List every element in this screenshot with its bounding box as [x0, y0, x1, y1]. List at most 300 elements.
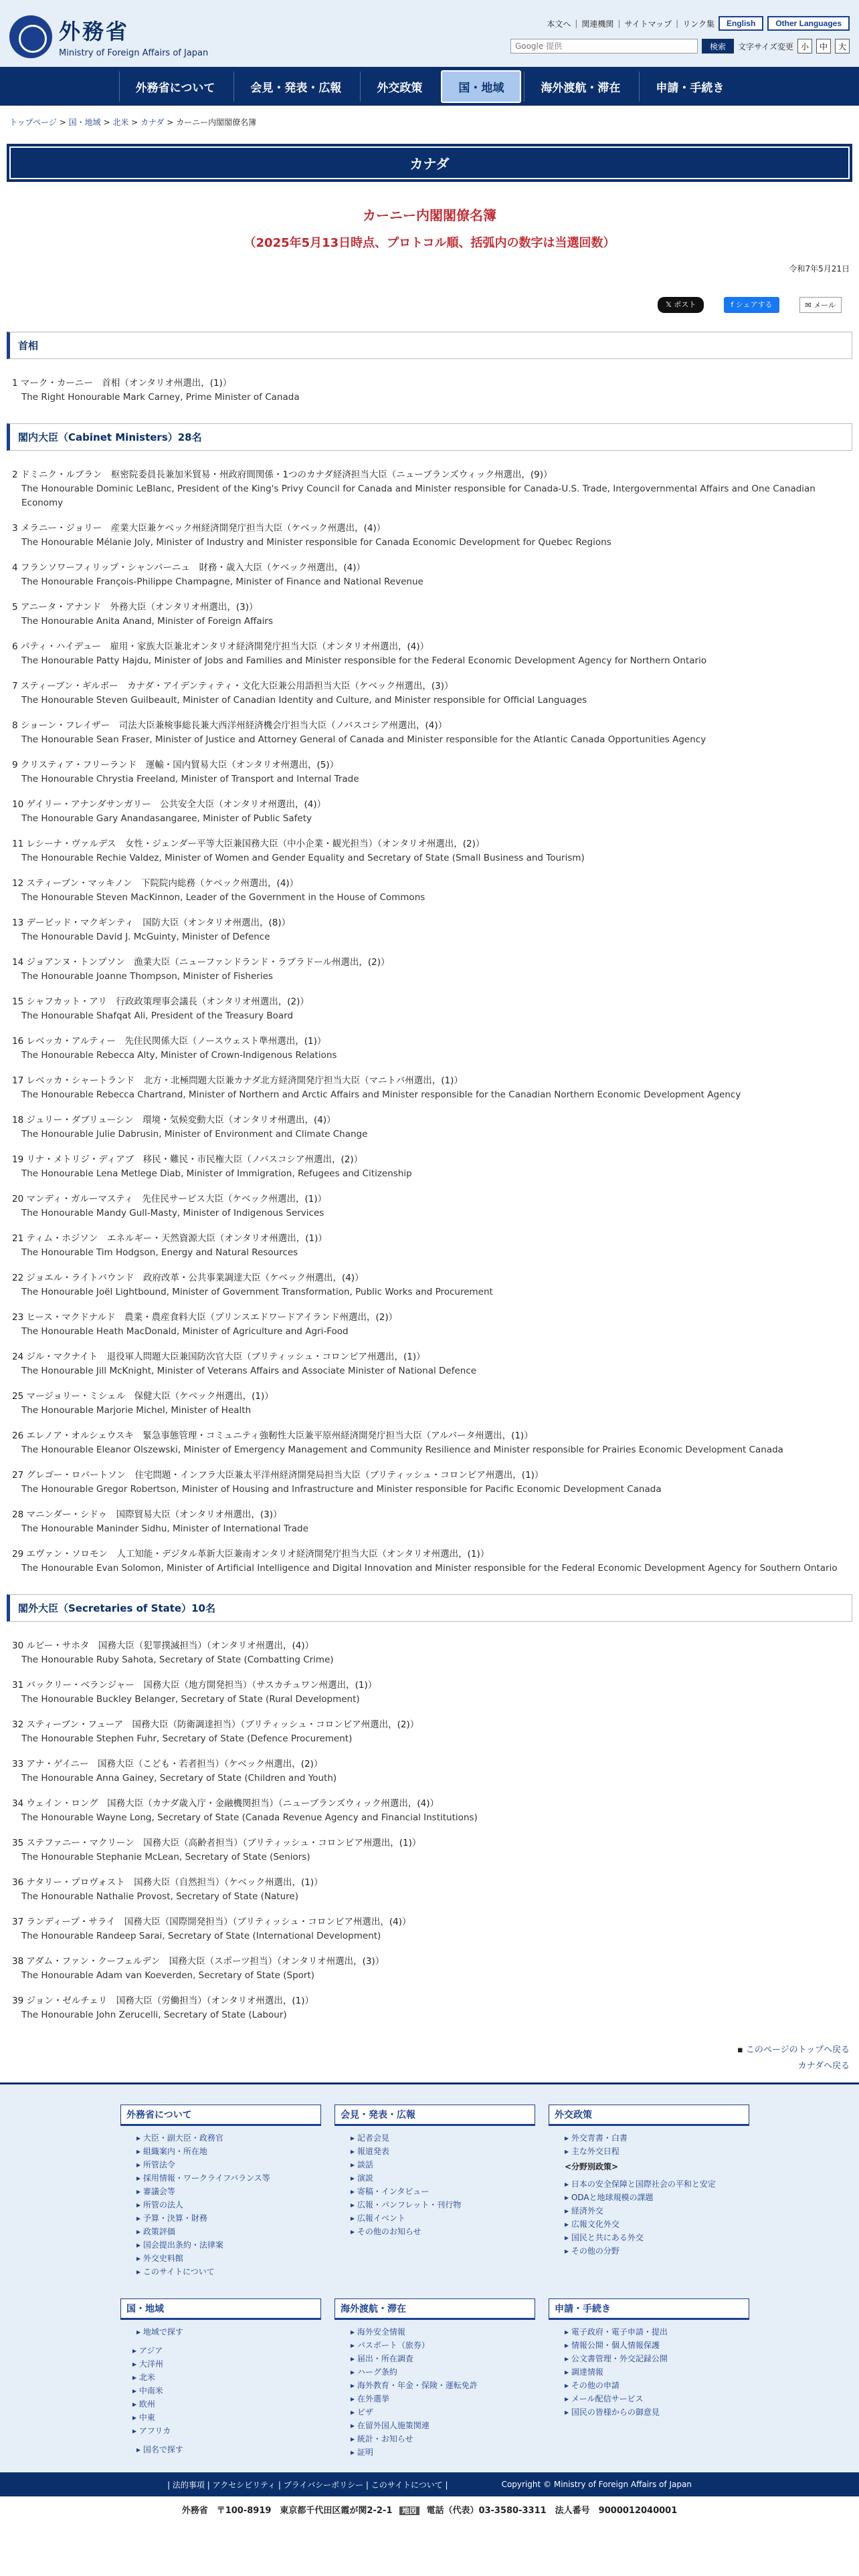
member-item [12, 1639, 847, 1667]
footer-link[interactable]: 経済外交 [571, 2206, 603, 2216]
footer-bar [0, 2472, 859, 2496]
member-en: The Honourable Lena Metlege Diab, Minister of Immigration, Refugees and Citizenship [21, 1168, 412, 1179]
member-en: The Honourable Heath MacDonald, Minister of Agriculture and Agri-Food [21, 1326, 349, 1337]
footer-link[interactable]: 国民と共にある外交 [571, 2233, 644, 2242]
member-item [12, 1797, 847, 1825]
member-jp: 13 デービッド・マクギンティ 国防大臣（オンタリオ州選出，(8)） [12, 918, 291, 928]
footer-link[interactable]: このサイトについて [142, 2267, 215, 2276]
footer-list-item [132, 2397, 321, 2411]
footer-grid [120, 2105, 859, 2459]
footer-list-item [351, 2339, 535, 2352]
search-button[interactable]: 検索 [702, 39, 734, 53]
footer-link[interactable]: 広報・パンフレット・刊行物 [357, 2200, 462, 2210]
nav-press[interactable]: 会見・発表・広報 [233, 72, 357, 102]
footer-link[interactable]: 組織案内・所在地 [142, 2147, 207, 2156]
util-link-sitemap[interactable]: サイトマップ [624, 19, 672, 29]
footer-link[interactable]: アフリカ [138, 2426, 171, 2436]
member-item [12, 719, 847, 747]
footer-link[interactable]: その他のお知らせ [357, 2227, 421, 2236]
member-en: The Honourable Joanne Thompson, Minister of Fisheries [21, 971, 273, 982]
member-item [12, 837, 847, 865]
member-list [12, 377, 847, 405]
member-item [12, 1757, 847, 1786]
member-jp: 2 ドミニク・ルブラン 枢密院委員長兼加米貿易・州政府間関係・1つのカナダ経済担当大臣（ニューブランズウィック州選出，(9)） [12, 469, 553, 480]
member-item [12, 1113, 847, 1142]
footer-list-item [565, 2325, 749, 2339]
member-item [12, 1074, 847, 1102]
member-jp: 21 ティム・ホジソン エネルギー・天然資源大臣（オンタリオ州選出，(1)） [12, 1233, 327, 1244]
section-heading: 首相 [7, 332, 852, 359]
footer-list-item [351, 2185, 535, 2198]
footer-list-item [136, 2252, 321, 2265]
footer-column [549, 2298, 749, 2459]
member-jp: 18 ジュリー・ダブリューシン 環境・気候変動大臣（オンタリオ州選出，(4)） [12, 1115, 336, 1125]
member-item [12, 1876, 847, 1904]
footer-list-item [351, 2352, 535, 2365]
footer-link[interactable]: アジア [138, 2346, 163, 2355]
footer-list-item [351, 2419, 535, 2432]
member-item [12, 601, 847, 629]
footer-link[interactable]: 届出・所在調査 [357, 2354, 413, 2363]
member-item [12, 1836, 847, 1864]
footer-column-heading[interactable]: 国・地域 [120, 2298, 321, 2320]
member-en: The Honourable Mandy Gull-Masty, Minister of Indigenous Services [21, 1208, 324, 1218]
member-jp: 20 マンディ・ガルーマスティ 先住民サービス大臣（ケベック州選出，(1)） [12, 1194, 327, 1204]
nav-procedures[interactable]: 申請・手続き [639, 72, 740, 102]
member-item [12, 679, 847, 708]
footer-list-item [565, 2218, 749, 2231]
member-jp: 23 ヒース・マクドナルド 農業・農産食料大臣（プリンスエドワードアイランド州選出，(2)） [12, 1312, 398, 1323]
member-en: The Honourable Evan Solomon, Minister of Artificial Intelligence and Digital Innovation and Minister responsible for the Federal Economic Development Agency for Southern Ontario [21, 1563, 838, 1574]
footer-column-heading[interactable]: 外交政策 [549, 2105, 749, 2126]
footer-link[interactable]: 地域で探す [142, 2327, 183, 2337]
member-jp: 27 グレゴー・ロバートソン 住宅問題・インフラ大臣兼太平洋州経済開発局担当大臣（ブリティッシュ・コロンビア州選出，(1)） [12, 1470, 544, 1481]
member-item [12, 377, 847, 405]
font-size-medium-button[interactable]: 中 [816, 39, 831, 53]
member-jp: 24 ジル・マクナイト 退役軍人問題大臣兼国防次官大臣（ブリティッシュ・コロンビア州選出，(1)） [12, 1352, 425, 1362]
footer-list-item [351, 2405, 535, 2419]
footer-link[interactable]: 在留外国人施策関連 [357, 2421, 430, 2430]
member-jp: 35 ステファニー・マクリーン 国務大臣（高齢者担当）（ブリティッシュ・コロンビア州選出，(1)） [12, 1838, 421, 1848]
footer-column-heading[interactable]: 申請・手続き [549, 2298, 749, 2320]
region-title: カナダ [9, 146, 850, 179]
footer-list-item [136, 2185, 321, 2198]
footer-list-item [136, 2225, 321, 2238]
member-item [12, 1311, 847, 1339]
footer-list-item [565, 2145, 749, 2158]
member-jp: 4 フランソワーフィリップ・シャンパーニュ 財務・歳入大臣（ケベック州選出，(4)） [12, 562, 365, 573]
footer-link[interactable]: 採用情報・ワークライフバランス等 [142, 2173, 270, 2183]
other-languages-button[interactable]: Other Languages [767, 16, 850, 31]
footer-list-item [351, 2392, 535, 2405]
footer-list-item [136, 2212, 321, 2225]
footer-list-item [351, 2325, 535, 2339]
search-bar [510, 39, 850, 53]
footer-link-list [120, 2438, 321, 2456]
footer-list-item [136, 2158, 321, 2171]
member-jp: 6 パティ・ハイデュー 雇用・家族大臣兼北オンタリオ経済開発庁担当大臣（オンタリオ州選出，(4)） [12, 641, 430, 652]
member-item [12, 1429, 847, 1457]
footer-list-item [565, 2392, 749, 2405]
footer-link[interactable]: 報道発表 [357, 2147, 389, 2156]
footer-link[interactable]: 電子政府・電子申請・提出 [571, 2327, 668, 2337]
footer-list-item [351, 2158, 535, 2171]
footer-link[interactable]: 中東 [138, 2413, 155, 2422]
footer-list-item [565, 2231, 749, 2244]
member-en: The Honourable Chrystia Freeland, Minister of Transport and Internal Trade [21, 774, 359, 784]
member-jp: 12 スティーブン・マッキノン 下院院内総務（ケベック州選出，(4)） [12, 878, 299, 889]
member-jp: 39 ジョン・ゼルチェリ 国務大臣（労働担当）（オンタリオ州選出，(1)） [12, 1996, 314, 2006]
footer-list-item [351, 2446, 535, 2459]
footer-link[interactable]: 広報イベント [357, 2214, 405, 2223]
nav-policy[interactable]: 外交政策 [360, 72, 438, 102]
member-en: The Honourable Eleanor Olszewski, Minister of Emergency Management and Community Resilience and Minister responsible for Prairies Economic Development Canada [21, 1444, 783, 1455]
footer-list-item [565, 2352, 749, 2365]
footer-link[interactable]: 国名で探す [142, 2445, 183, 2454]
footer-column [120, 2105, 321, 2278]
breadcrumb: トップページ > 国・地域 > 北米 > カナダ > カーニー内閣閣僚名簿 [9, 118, 257, 127]
nav-travel[interactable]: 海外渡航・滞在 [524, 72, 636, 102]
footer-list-item [565, 2339, 749, 2352]
address-text: 外務省 〒100-8919 東京都千代田区霞が関2-2-1 [181, 2506, 393, 2516]
footer-list-item [565, 2177, 749, 2191]
member-item [12, 1469, 847, 1497]
footer-link-list [120, 2126, 321, 2278]
member-jp: 26 エレノア・オルシェウスキ 緊急事態管理・コミュニティ強靭性大臣兼平原州経済開発庁担当大臣（アルバータ州選出，(1)） [12, 1430, 533, 1441]
copyright: Copyright © Ministry of Foreign Affairs of Japan [501, 2480, 692, 2489]
footer-list-item [351, 2432, 535, 2446]
footer-list-item [351, 2131, 535, 2145]
member-en: The Honourable Stephen Fuhr, Secretary of State (Defence Procurement) [21, 1733, 353, 1744]
member-item [12, 995, 847, 1023]
footer-column-heading[interactable]: 外務省について [120, 2105, 321, 2126]
nav-regions[interactable]: 国・地域 [441, 70, 521, 103]
footer-list-item [565, 2191, 749, 2204]
page-top-link[interactable]: このページのトップへ戻る [745, 2045, 850, 2055]
logo-subtitle: Ministry of Foreign Affairs of Japan [59, 48, 209, 58]
footer-list-item [351, 2198, 535, 2212]
member-item [12, 1232, 847, 1260]
member-item [12, 1035, 847, 1063]
member-list [12, 468, 847, 1576]
footer-link[interactable]: ODAと地球規模の課題 [571, 2193, 654, 2202]
footer-column [549, 2105, 749, 2278]
member-en: The Honourable Shafqat Ali, President of the Treasury Board [21, 1010, 294, 1021]
member-jp: 10 ゲイリー・アナンダサンガリー 公共安全大臣（オンタリオ州選出，(4)） [12, 799, 326, 810]
member-jp: 14 ジョアンヌ・トンプソン 漁業大臣（ニューファンドランド・ラブラドール州選出，(2)） [12, 957, 390, 968]
member-jp: 15 シャフカット・アリ 行政政策理事会議長（オンタリオ州選出，(2)） [12, 996, 309, 1007]
section-heading: 閣外大臣（Secretaries of State）10名 [7, 1594, 852, 1622]
footer-link-list [120, 2320, 321, 2339]
footer-list-item [136, 2131, 321, 2145]
member-en: The Honourable François-Philippe Champagne, Minister of Finance and National Revenue [21, 576, 423, 587]
footer-column [120, 2298, 321, 2459]
x-post-label: ポスト [674, 300, 696, 309]
footer-link[interactable]: 海外安全情報 [357, 2327, 405, 2337]
member-jp: 36 ナタリー・プロヴォスト 国務大臣（自然担当）（ケベック州選出，(1)） [12, 1877, 323, 1888]
footer-list-item [136, 2145, 321, 2158]
nav-about[interactable]: 外務省について [119, 72, 231, 102]
footer-list-item [351, 2171, 535, 2185]
member-item [12, 1271, 847, 1299]
footer-link[interactable]: 大洋州 [138, 2359, 163, 2369]
phone-text: 電話（代表）03-3580-3311 法人番号 9000012040001 [426, 2506, 678, 2516]
utility-links [547, 16, 850, 31]
member-item [12, 561, 847, 589]
footer-link[interactable]: 談話 [357, 2160, 373, 2169]
footer-list-item [136, 2443, 321, 2456]
member-jp: 3 メラニー・ジョリー 産業大臣兼ケベック州経済開発庁担当大臣（ケベック州選出，(4)） [12, 523, 386, 534]
mofa-emblem-icon [9, 15, 52, 58]
map-link[interactable]: 地図 [399, 2506, 419, 2515]
member-item [12, 468, 847, 510]
util-separator: | [676, 19, 679, 28]
member-item [12, 1915, 847, 1943]
footer-link[interactable]: 演説 [357, 2173, 373, 2183]
member-jp: 8 ショーン・フレイザー 司法大臣兼検事総長兼大西洋州経済機会庁担当大臣（ノバスコシア州選出，(4)） [12, 720, 448, 731]
util-link-skip[interactable]: 本文へ [547, 19, 571, 29]
footer-link-list [120, 2339, 321, 2438]
member-item [12, 877, 847, 905]
footer-list-item [351, 2212, 535, 2225]
member-item [12, 522, 847, 550]
member-jp: 16 レベッカ・アルティー 先住民関係大臣（ノースウェスト準州選出，(1)） [12, 1036, 326, 1047]
footer-link[interactable]: ハーグ条約 [357, 2367, 397, 2377]
page-title: カーニー内閣閣僚名簿 [363, 207, 496, 223]
member-en: The Honourable Patty Hajdu, Minister of Jobs and Families and Minister responsible for the Federal Economic Development Agency for Northern Ontario [21, 655, 707, 666]
member-item [12, 1153, 847, 1181]
breadcrumb-top[interactable]: トップページ [9, 118, 57, 127]
footer-list-item [565, 2204, 749, 2218]
footer-link[interactable]: 在外選挙 [357, 2394, 389, 2403]
global-nav [0, 67, 859, 106]
member-en: The Honourable Anna Gainey, Secretary of State (Children and Youth) [21, 1773, 337, 1784]
member-en: The Honourable Stephanie McLean, Secretary of State (Seniors) [21, 1852, 310, 1862]
logo-title: 外務省 [59, 19, 130, 44]
footer-link[interactable]: 予算・決算・財務 [142, 2214, 207, 2223]
footer-link[interactable]: 所管法令 [142, 2160, 175, 2169]
member-item [12, 1718, 847, 1746]
member-jp: 28 マニンダー・シドゥ 国際貿易大臣（オンタリオ州選出，(3)） [12, 1509, 282, 1520]
member-item [12, 1390, 847, 1418]
member-en: The Honourable Wayne Long, Secretary of State (Canada Revenue Agency and Financial Institutions) [21, 1812, 478, 1823]
member-jp: 1 マーク・カーニー 首相（オンタリオ州選出，(1)） [12, 378, 232, 389]
footer-link[interactable]: 広報文化外交 [571, 2220, 619, 2229]
footer-list-item [351, 2225, 535, 2238]
footer-link[interactable]: 統計・お知らせ [357, 2434, 413, 2444]
footer-link-list [549, 2320, 749, 2419]
member-sections [0, 332, 859, 2022]
font-size-large-button[interactable]: 大 [835, 39, 850, 53]
footer-link[interactable]: 政策評価 [142, 2227, 175, 2236]
breadcrumb-current: カーニー内閣閣僚名簿 [176, 118, 257, 127]
member-en: The Honourable Ruby Sahota, Secretary of State (Combatting Crime) [21, 1654, 334, 1665]
member-en: The Honourable Gary Anandasangaree, Minister of Public Safety [21, 813, 312, 824]
publish-date: 令和7年5月21日 [789, 264, 850, 274]
footer-list-item [565, 2244, 749, 2258]
member-en: The Honourable Rechie Valdez, Minister of Women and Gender Equality and Secretary of State (Small Business and Tourism) [21, 853, 585, 863]
footer-list-item [136, 2325, 321, 2339]
member-jp: 38 アダム・ファン・クーフェルデン 国務大臣（スポーツ担当）（オンタリオ州選出，(3)） [12, 1956, 385, 1967]
member-en: The Honourable Rebecca Chartrand, Minister of Northern and Arctic Affairs and Minister responsible for the Canadian Northern Economic Development Agency [21, 1089, 741, 1100]
member-jp: 19 リナ・メトリジ・ディアブ 移民・難民・市民権大臣（ノバスコシア州選出，(2)） [12, 1154, 363, 1165]
footer-link[interactable]: 国民の皆様からの御意見 [571, 2407, 660, 2417]
member-jp: 33 アナ・ゲイニー 国務大臣（こども・若者担当）（ケベック州選出，(2)） [12, 1759, 323, 1769]
footer-link[interactable]: メール配信サービス [571, 2394, 644, 2403]
section-heading: 閣内大臣（Cabinet Ministers）28名 [7, 423, 852, 451]
footer-link[interactable]: 証明 [357, 2448, 373, 2457]
footer-list-item [132, 2384, 321, 2397]
member-en: The Honourable David J. McGuinty, Minister of Defence [21, 932, 270, 942]
english-button[interactable]: English [719, 16, 763, 31]
footer-column [335, 2298, 535, 2459]
footer-link-list [335, 2320, 535, 2459]
footer-list-item [351, 2365, 535, 2379]
member-jp: 9 クリスティア・フリーランド 運輸・国内貿易大臣（オンタリオ州選出，(5)） [12, 760, 339, 770]
member-jp: 11 レシーナ・ヴァルデス 女性・ジェンダー平等大臣兼国務大臣（中小企業・観光担当）（オンタリオ州選出，(2)） [12, 839, 485, 849]
util-link-related[interactable]: 関連機関 [581, 19, 614, 29]
footer-link[interactable]: 北米 [138, 2373, 155, 2382]
x-post-button[interactable]: 𝕏 ポスト [658, 297, 704, 313]
member-list [12, 1639, 847, 2022]
facebook-share-button[interactable]: f シェアする [724, 297, 779, 313]
mail-share-button[interactable]: ✉ メール [799, 297, 842, 313]
footer-link[interactable]: 海外教育・年金・保険・運転免許 [357, 2381, 478, 2390]
member-en: The Honourable Randeep Sarai, Secretary of State (International Development) [21, 1931, 381, 1941]
footer-link[interactable]: 調達情報 [571, 2367, 603, 2377]
member-en: The Honourable Mélanie Joly, Minister of Industry and Minister responsible for Canada Economic Development for Quebec Regions [21, 537, 611, 548]
member-en: The Honourable Buckley Belanger, Secretary of State (Rural Development) [21, 1694, 360, 1705]
footer-link[interactable]: 日本の安全保障と国際社会の平和と安定 [571, 2179, 716, 2189]
footer-link[interactable]: 記者会見 [357, 2133, 389, 2143]
member-item [12, 1192, 847, 1220]
facebook-share-label: シェアする [735, 300, 773, 309]
member-jp: 25 マージョリー・ミシェル 保健大臣（ケベック州選出，(1)） [12, 1391, 274, 1402]
footer-link-list [549, 2172, 749, 2258]
footer-link[interactable]: その他の申請 [571, 2381, 619, 2390]
member-en: The Honourable Joël Lightbound, Minister of Government Transformation, Public Works and Procurement [21, 1287, 493, 1297]
footer-list-item [565, 2379, 749, 2392]
footer-link[interactable]: ビザ [357, 2407, 373, 2417]
footer-link[interactable]: 公文書管理・外交記録公開 [571, 2354, 668, 2363]
footer-list-item [136, 2238, 321, 2252]
footer-link[interactable]: 大臣・副大臣・政務官 [142, 2133, 223, 2143]
breadcrumb-canada[interactable]: カナダ [140, 118, 165, 127]
member-en: The Honourable Nathalie Provost, Secretary of State (Nature) [21, 1891, 298, 1902]
footer-list-item [132, 2344, 321, 2357]
member-jp: 29 エヴァン・ソロモン 人工知能・デジタル革新大臣兼南オンタリオ経済開発庁担当大臣（オンタリオ州選出，(1)） [12, 1549, 490, 1560]
footer-link-list [335, 2126, 535, 2238]
site-header [0, 0, 859, 67]
footer-link[interactable]: 主な外交日程 [571, 2147, 619, 2156]
footer-link[interactable]: 外交史料館 [142, 2254, 183, 2263]
site-logo[interactable] [9, 15, 208, 58]
util-separator: | [575, 19, 578, 28]
footer-list-item [351, 2379, 535, 2392]
footer-sublabel: <分野別政策> [565, 2162, 619, 2171]
footer-list-item [136, 2265, 321, 2278]
member-jp: 5 アニータ・アナンド 外務大臣（オンタリオ州選出，(3)） [12, 602, 258, 613]
member-item [12, 916, 847, 944]
footer-link[interactable]: 国会提出条約・法律案 [142, 2240, 223, 2250]
region-banner [7, 144, 852, 182]
util-separator: | [617, 19, 621, 28]
member-jp: 34 ウェイン・ロング 国務大臣（カナダ歳入庁・金融機関担当）（ニューブランズウィック州選出，(4)） [12, 1798, 439, 1809]
share-buttons [0, 297, 859, 313]
member-en: The Honourable Steven MacKinnon, Leader of the Government in the House of Commons [21, 892, 425, 903]
util-link-links[interactable]: リンク集 [682, 19, 714, 29]
member-en: The Honourable Maninder Sidhu, Minister of International Trade [21, 1523, 308, 1534]
member-jp: 37 ランディープ・サライ 国務大臣（国際開発担当）（ブリティッシュ・コロンビア州選出，(4)） [12, 1917, 411, 1927]
footer-link[interactable]: その他の分野 [571, 2246, 619, 2256]
footer-sitemap [0, 2082, 859, 2472]
member-en: The Honourable Rebecca Alty, Minister of Crown-Indigenous Relations [21, 1050, 337, 1061]
footer-link[interactable]: 所管の法人 [142, 2200, 183, 2210]
member-en: The Right Honourable Mark Carney, Prime Minister of Canada [21, 392, 300, 403]
member-item [12, 798, 847, 826]
footer-link[interactable]: 欧州 [138, 2399, 155, 2409]
member-en: The Honourable Anita Anand, Minister of Foreign Affairs [21, 616, 273, 627]
member-item [12, 640, 847, 668]
footer-column-heading[interactable]: 会見・発表・広報 [335, 2105, 535, 2126]
back-to-canada-link[interactable]: カナダへ戻る [797, 2061, 850, 2071]
mail-share-label: メール [814, 301, 836, 310]
footer-link[interactable]: 審議会等 [142, 2187, 175, 2196]
footer-address [0, 2496, 859, 2529]
page-subtitle: （2025年5月13日時点、プロトコル順、括弧内の数字は当選回数） [244, 236, 615, 250]
footer-list-item [132, 2357, 321, 2371]
member-item [12, 1350, 847, 1378]
footer-link[interactable]: 中南米 [138, 2386, 163, 2395]
member-en: The Honourable Steven Guilbeault, Minister of Canadian Identity and Culture, and Minister responsible for Official Languages [21, 695, 587, 706]
member-en: The Honourable Gregor Robertson, Minister of Housing and Infrastructure and Minister responsible for Pacific Economic Development Canada [21, 1484, 662, 1495]
footer-link[interactable]: パスポート（旅券） [357, 2341, 430, 2350]
footer-link[interactable]: 情報公開・個人情報保護 [571, 2341, 660, 2350]
footer-list-item [132, 2424, 321, 2438]
search-input[interactable] [510, 39, 698, 53]
footer-list-item [132, 2411, 321, 2424]
member-en: The Honourable Dominic LeBlanc, President of the King's Privy Council for Canada and Minister responsible for Canada-U.S. Trade, Intergovernmental Affairs and One Canadian Economy [21, 484, 816, 508]
footer-column-heading[interactable]: 海外渡航・滞在 [335, 2298, 535, 2320]
member-jp: 22 ジョエル・ライトバウンド 政府改革・公共事業調達大臣（ケベック州選出，(4)） [12, 1273, 364, 1283]
member-item [12, 758, 847, 786]
font-size-small-button[interactable]: 小 [797, 39, 812, 53]
member-jp: 31 バックリー・ベランジャー 国務大臣（地方開発担当）（サスカチュワン州選出，(1)） [12, 1680, 377, 1691]
member-item [12, 1547, 847, 1576]
member-en: The Honourable Julie Dabrusin, Minister of Environment and Climate Change [21, 1129, 368, 1140]
footer-list-item [565, 2365, 749, 2379]
member-en: The Honourable John Zerucelli, Secretary of State (Labour) [21, 2010, 287, 2020]
footer-link[interactable]: 外交青書・白書 [571, 2133, 628, 2143]
footer-list-item [132, 2371, 321, 2384]
member-en: The Honourable Adam van Koeverden, Secretary of State (Sport) [21, 1970, 315, 1981]
member-jp: 32 スティーブン・フューア 国務大臣（防衛調達担当）（ブリティッシュ・コロンビア州選出，(2)） [12, 1719, 419, 1730]
footer-list-item [351, 2145, 535, 2158]
footer-list-item [136, 2171, 321, 2185]
member-jp: 7 スティーブン・ギルボー カナダ・アイデンティティ・文化大臣兼公用語担当大臣（ケベック州選出，(3)） [12, 681, 454, 691]
breadcrumb-north-america[interactable]: 北米 [112, 118, 129, 127]
page-top-links: ▪ このページのトップへ戻る カナダへ戻る [737, 2045, 850, 2071]
footer-link[interactable]: 寄稿・インタビュー [357, 2187, 430, 2196]
breadcrumb-regions[interactable]: 国・地域 [68, 118, 101, 127]
member-item [12, 1994, 847, 2022]
member-jp: 30 ルビー・サホタ 国務大臣（犯罪撲滅担当）（オンタリオ州選出，(4)） [12, 1640, 314, 1651]
footer-legal-links[interactable]: | 法的事項 | アクセシビリティ | プライバシーポリシー | このサイトについて | [167, 2480, 448, 2490]
member-en: The Honourable Tim Hodgson, Energy and Natural Resources [21, 1247, 298, 1258]
member-item [12, 1508, 847, 1536]
member-item [12, 1955, 847, 1983]
footer-link-list [549, 2126, 749, 2158]
